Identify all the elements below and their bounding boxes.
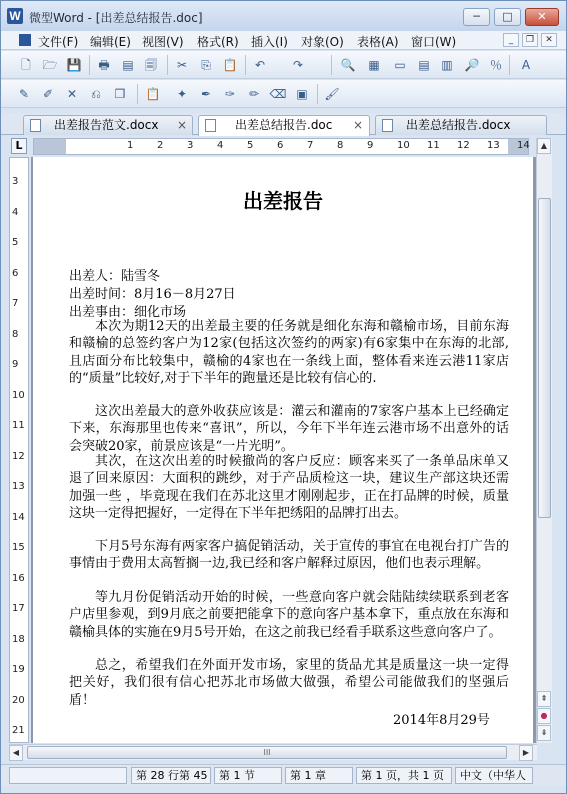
marker-icon[interactable]: ✑ bbox=[224, 87, 236, 101]
ruler-tick-label: 3 bbox=[187, 140, 194, 151]
toolbar-separator bbox=[331, 55, 332, 75]
scroll-up-button[interactable]: ▲ bbox=[537, 138, 551, 154]
ruler-tick-label: 5 bbox=[247, 140, 254, 151]
ruler-tick-label: 11 bbox=[12, 420, 25, 431]
copy-obj-icon[interactable]: ❒ bbox=[114, 87, 126, 101]
open-folder-icon[interactable]: 🗁 bbox=[42, 58, 58, 72]
eraser-icon[interactable]: ⌫ bbox=[269, 87, 287, 101]
star-pen-icon[interactable]: ✦ bbox=[176, 87, 188, 101]
tab-label: 出差报告范文.docx bbox=[54, 118, 159, 132]
new-file-icon[interactable]: 🗋 bbox=[21, 58, 31, 72]
clipboard-icon[interactable]: 📋 bbox=[145, 87, 161, 101]
ruler-tick-label: 7 bbox=[307, 140, 314, 151]
tab-label: 出差总结报告.doc bbox=[235, 118, 333, 132]
ruler-tick-label: 9 bbox=[367, 140, 374, 151]
paragraph-5: 等九月份促销活动开始的时候，一些意向客户就会陆陆续续联系到老客户店里参观，到9月底之前要把能拿下的意向客户基本拿下，重点放在东海和赣榆具体的实施在9月5号开始，在这之前我已经看手联系这些意向客户了。 bbox=[69, 590, 509, 640]
ruler-tick-label: 15 bbox=[12, 542, 25, 553]
ruler-tick-label: 21 bbox=[12, 725, 25, 736]
ruler-tick-label: 1 bbox=[127, 140, 134, 151]
page-setup-icon[interactable]: ▦ bbox=[368, 58, 380, 72]
vertical-ruler[interactable] bbox=[9, 157, 29, 743]
percent-icon[interactable]: ％ bbox=[489, 58, 502, 72]
insert-field-icon[interactable]: ▭ bbox=[394, 58, 406, 72]
tab-close-icon[interactable]: × bbox=[177, 118, 188, 132]
paragraph-2: 这次出差最大的意外收获应该是：灌云和灌南的7家客户基本上已经确定下来，东海那里也传来“喜讯”，所以，今年下半年连云港市场不出意外的话会突破20家，前景应该是“一片光明”。 bbox=[69, 404, 509, 454]
paragraph-6: 总之，希望我们在外面开发市场，家里的货品尤其是质量这一块一定得把关好，我们很有信心把苏北市场做大做强，希望公司能做我们的坚强后盾！ bbox=[69, 658, 509, 708]
tab-summary-docx[interactable] bbox=[375, 115, 547, 135]
document-menu-icon[interactable] bbox=[19, 34, 31, 46]
toolbar-separator bbox=[89, 55, 90, 75]
ruler-tick-label: 8 bbox=[12, 328, 19, 340]
signature-date: 2014年8月29号 bbox=[393, 713, 490, 728]
horizontal-scroll-thumb[interactable]: III bbox=[27, 746, 507, 759]
status-section: 第 1 节 bbox=[214, 767, 282, 784]
zoom-icon[interactable]: 🔎 bbox=[464, 58, 480, 72]
toolbar-separator bbox=[167, 55, 168, 75]
ruler-tick-label: 10 bbox=[12, 389, 25, 401]
delete-note-icon[interactable]: ✕ bbox=[66, 87, 78, 101]
travel-reason-line: 出差事由：细化市场 bbox=[69, 305, 187, 320]
table-icon[interactable]: ▤ bbox=[418, 58, 430, 72]
status-chapter: 第 1 章 bbox=[285, 767, 353, 784]
formatting-toolbar bbox=[1, 80, 566, 108]
paste-icon[interactable]: 📋 bbox=[222, 58, 238, 72]
pencil-icon[interactable]: ✏ bbox=[248, 87, 260, 101]
status-row-col: 第 28 行第 45 bbox=[131, 767, 211, 784]
menu-file[interactable]: 文件(F) bbox=[38, 35, 79, 49]
paragraph-4: 下月5号东海有两家客户搞促销活动，关于宣传的事宜在电视台打广告的事情由于费用太高暂搁一边,我已经和客户解释过原因，他们也表示理解。 bbox=[69, 539, 509, 572]
ruler-tick-label: 11 bbox=[427, 140, 440, 151]
ruler-tick-label: 17 bbox=[12, 603, 25, 614]
maximize-button[interactable]: □ bbox=[494, 8, 521, 26]
menu-window[interactable]: 窗口(W) bbox=[411, 35, 457, 49]
document-title: 出差报告 bbox=[243, 189, 323, 213]
toolbar-separator bbox=[137, 84, 138, 104]
ruler-tick-label: 7 bbox=[12, 298, 19, 309]
edit-note-icon[interactable]: ✐ bbox=[42, 87, 54, 101]
tab-close-icon[interactable]: × bbox=[353, 118, 364, 132]
ruler-tick-label: 6 bbox=[277, 140, 284, 151]
ruler-tick-label: 6 bbox=[12, 267, 19, 279]
ruler-tick-label: 12 bbox=[457, 140, 470, 151]
font-color-icon[interactable]: A bbox=[521, 58, 531, 72]
menu-format[interactable]: 格式(R) bbox=[197, 35, 239, 49]
ruler-tick-label: 8 bbox=[337, 140, 344, 151]
title-bar bbox=[1, 1, 566, 31]
ruler-tick-label: 13 bbox=[487, 140, 500, 151]
doc-close-button[interactable]: ✕ bbox=[541, 33, 557, 47]
ruler-tick-label: 4 bbox=[217, 140, 224, 151]
select-browse-object-button[interactable]: ● bbox=[537, 708, 551, 724]
tab-label: 出差总结报告.docx bbox=[406, 118, 511, 132]
cut-icon[interactable]: ✂ bbox=[176, 58, 188, 72]
toolbar-separator bbox=[245, 55, 246, 75]
menu-bar bbox=[1, 31, 566, 50]
horizontal-scrollbar[interactable] bbox=[9, 744, 537, 760]
doc-restore-button[interactable]: ❐ bbox=[522, 33, 538, 47]
menu-edit[interactable]: 编辑(E) bbox=[90, 35, 131, 49]
ruler-tick-label: 16 bbox=[12, 572, 25, 584]
undo-icon[interactable]: ↶ bbox=[254, 58, 266, 72]
ruler-tick-label: 2 bbox=[157, 140, 164, 151]
tab-summary-doc[interactable] bbox=[198, 115, 370, 136]
document-area bbox=[31, 157, 536, 743]
document-icon bbox=[382, 119, 393, 132]
ruler-tick-label: 20 bbox=[12, 694, 25, 706]
document-icon bbox=[30, 119, 41, 132]
ruler-tick-label: 19 bbox=[12, 664, 25, 675]
ruler-margin-left bbox=[34, 139, 66, 154]
menu-table[interactable]: 表格(A) bbox=[357, 35, 399, 49]
toolbar-separator bbox=[317, 84, 318, 104]
menu-view[interactable]: 视图(V) bbox=[142, 35, 184, 49]
vertical-scroll-thumb[interactable] bbox=[538, 198, 551, 518]
save-icon[interactable]: 💾 bbox=[66, 58, 82, 72]
document-page[interactable] bbox=[33, 157, 533, 743]
word-app-icon[interactable]: W bbox=[7, 8, 23, 24]
scroll-right-button[interactable]: ▶ bbox=[519, 745, 533, 761]
ruler-tick-label: 13 bbox=[12, 481, 25, 492]
ruler-tick-label: 12 bbox=[12, 450, 25, 462]
paint-icon[interactable]: 🖌 bbox=[324, 87, 340, 101]
redo-icon[interactable]: ↷ bbox=[292, 58, 304, 72]
status-bar bbox=[1, 764, 566, 786]
ruler-tick-label: 5 bbox=[12, 237, 19, 248]
tab-report-sample[interactable] bbox=[23, 115, 193, 135]
paragraph-1: 本次为期12天的出差最主要的任务就是细化东海和赣榆市场，目前东海和赣榆的总签约客户为12家(包括这次签约的两家)有6家集中在东海的北部,且店面分布比较集中，赣榆的4家也在一条线上面，整体看来连云港11家店的“质量”比较好,对于下半年的跑量还是比较有信心的. bbox=[69, 319, 509, 386]
ruler-tick-label: 10 bbox=[397, 140, 410, 151]
ruler-tick-label: 9 bbox=[12, 359, 19, 370]
next-page-button[interactable]: ⇟ bbox=[537, 725, 551, 741]
ruler-tick-label: 4 bbox=[12, 206, 19, 218]
pdf-icon[interactable]: ▤ bbox=[122, 58, 134, 72]
ruler-tick-label: 14 bbox=[517, 140, 530, 151]
travel-time-line: 出差时间：8月16－8月27日 bbox=[69, 287, 236, 302]
ruler-tick-label: 3 bbox=[12, 176, 19, 187]
menu-object[interactable]: 对象(O) bbox=[301, 35, 344, 49]
copy-icon[interactable]: ⎘ bbox=[201, 58, 211, 72]
doc-minimize-button[interactable]: _ bbox=[503, 33, 519, 47]
menu-insert[interactable]: 插入(I) bbox=[251, 35, 288, 49]
paragraph-3: 其次，在这次出差的时候撤尚的客户反应：顾客来买了一条单品床单又退了回来原因：大面积的跳纱，对于产品质检这一块，建议生产部这块还需加强一些 ，毕竟现在我们在苏北这里才刚刚起步，正在打品牌的时候，质量这块一定得把握好，一定得在下半年把绣阳的品牌打出去。 bbox=[69, 454, 509, 521]
highlight-icon[interactable]: ✒ bbox=[200, 87, 212, 101]
status-blank bbox=[9, 767, 127, 784]
vertical-scrollbar[interactable] bbox=[536, 138, 552, 743]
style-icon[interactable]: ✎ bbox=[18, 87, 30, 101]
document-icon bbox=[205, 119, 216, 132]
tab-stop-selector[interactable]: L bbox=[11, 138, 27, 154]
minimize-button[interactable]: ─ bbox=[463, 8, 490, 26]
find-icon[interactable]: 🔍 bbox=[340, 58, 356, 72]
ruler-tick-label: 18 bbox=[12, 633, 25, 645]
prev-page-button[interactable]: ⇞ bbox=[537, 691, 551, 707]
status-language: 中文（中华人 bbox=[455, 767, 533, 784]
scroll-left-button[interactable]: ◀ bbox=[9, 745, 23, 761]
toolbar-separator bbox=[509, 55, 510, 75]
status-page: 第 1 页，共 1 页 bbox=[356, 767, 452, 784]
ruler-tick-label: 14 bbox=[12, 511, 25, 523]
horizontal-ruler[interactable] bbox=[33, 138, 529, 155]
window-title: 微型Word - [出差总结报告.doc] bbox=[29, 11, 203, 25]
close-button[interactable]: ✕ bbox=[525, 8, 559, 26]
format-icon[interactable]: ▣ bbox=[296, 87, 308, 101]
standard-toolbar bbox=[1, 51, 566, 79]
traveler-line: 出差人：陆雪冬 bbox=[69, 269, 161, 284]
document-tab-bar bbox=[1, 113, 566, 135]
insert-obj-icon[interactable]: ⎌ bbox=[91, 87, 101, 101]
table2-icon[interactable]: ▥ bbox=[441, 58, 453, 72]
print-preview-icon[interactable]: 🗐 bbox=[145, 58, 157, 72]
print-icon[interactable]: 🖶 bbox=[98, 58, 110, 72]
